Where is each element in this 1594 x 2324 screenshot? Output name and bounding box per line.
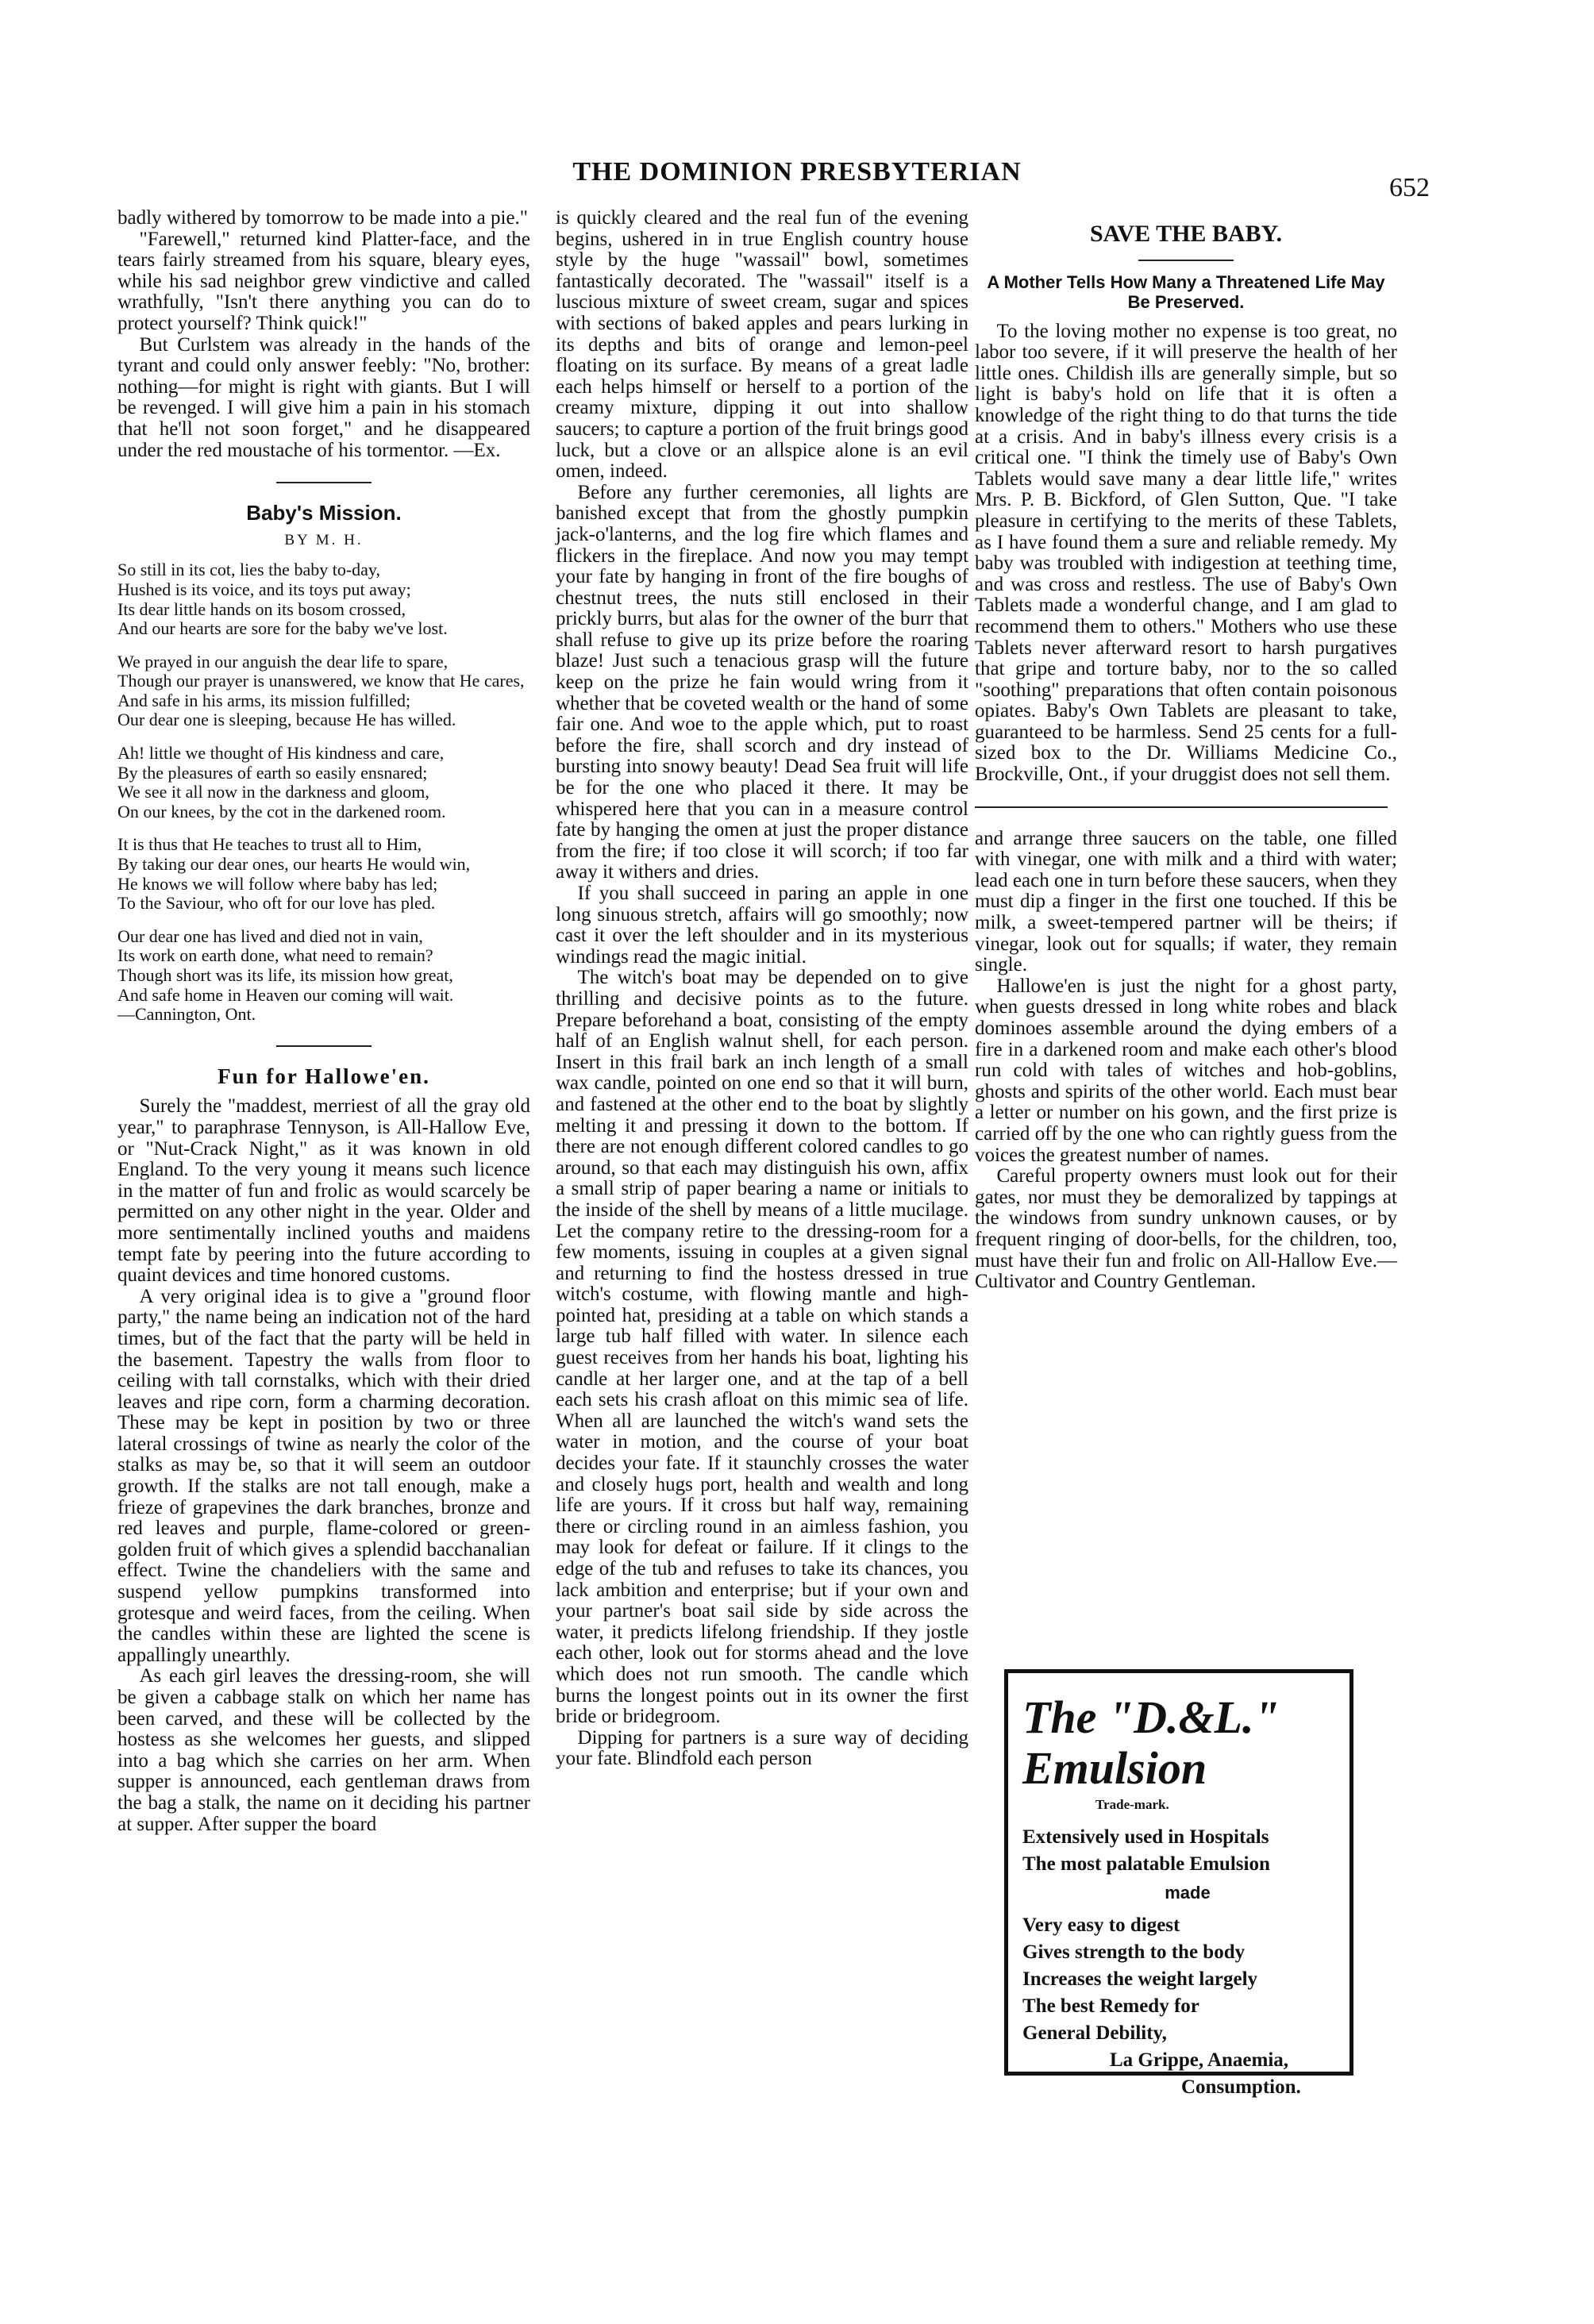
paragraph: As each girl leaves the dressing-room, she will be given a cabbage stalk on which her name has been carved, and these will be collected by the hostess as she welcomes her guests, and slipped into a bag which she carries on her arm. When supper is announced, each gentleman draws from the bag a stalk, the name on it deciding his partner at supper. After supper the board [117,1665,530,1835]
ad-line: Extensively used in Hospitals [1022,1826,1269,1848]
ad-trademark: Trade-mark. [1095,1797,1169,1812]
column-1 [117,208,530,1835]
divider [1138,260,1234,261]
paragraph: is quickly cleared and the real fun of the evening begins, ushered in in true English country house style by the huge "wassail" bowl, sometimes fantastically decorated. The "wassail" itself is a luscious mixture of sweet cream, sugar and spices with sections of baked apples and pears lurking in its depths and bits of orange and lemon-peel floating on its surface. By means of a great ladle each helps himself or herself to a portion of the creamy mixture, dipping it out into shallow saucers; to capture a portion of the fruit brings good luck, but a clove or an allspice alone is an evil omen, indeed. [556,207,968,483]
ad-line: General Debility, [1022,2022,1167,2044]
poem-line: We prayed in our anguish the dear life to spare, [117,651,449,671]
divider [276,1045,372,1047]
paragraph: Surely the "maddest, merriest of all the gray old year," to paraphrase Tennyson, is All-Hallow Eve, or "Nut-Crack Night," as it was known in old England. To the very young it means such licence in the matter of fun and frolic as would scarcely be permitted on any other night in the year. Older and more sentimentally inclined youths and maidens tempt fate by peering into the future according to quaint devices and time honored customs. [117,1095,530,1287]
divider [276,482,372,483]
paragraph: "Farewell," returned kind Platter-face, and the tears fairly streamed from his square, bleary eyes, while his sad neighbor grew vindictive and called wrathfully, "Isn't there anything you can do to protect yourself? Think quick!" [117,228,530,334]
paragraph: badly withered by tomorrow to be made into a pie." [117,207,529,229]
stanza [117,835,530,913]
poem-line: So still in its cot, lies the baby to-day, [117,560,380,580]
poem-title: Baby's Mission. [246,501,402,525]
ad-claims [1022,1824,1335,2101]
paragraph: Before any further ceremonies, all lights are banished except that from the ghostly pumpkin jack-o'lanterns, and the log fire which flames and flickers in the fireplace. And now you may tempt your fate by hanging in front of the fire boughs of chestnut trees, the nuts still enclosed in their prickly burrs, but alas for the owner of the burr that shall refuse to give up its prize before the roaring blaze! Just such a tenacious grasp will the future keep on the prize he fain would wring from it whether that be coveted wealth or the hand of some fair one. And woe to the apple which, put to roast before the fire, shall scorch and dry instead of bursting into snowy beauty! Dead Sea fruit will life be for the one who placed it there. It may be whispered here that you can in a measure control fate by hanging the omen at just the proper distance from the fire; if too close it will scorch; if too far away it withers and dries. [556,481,968,883]
column-2 [556,208,968,1770]
paragraph: Hallowe'en is just the night for a ghost party, when guests dressed in long white robes and black dominoes assemble around the dying embers of a fire in a darkened room and make each other's blood run cold with tales of witches and hob-goblins, ghosts and spirits of the other world. Each must bear a letter or number on his gown, and the first prize is carried off by the one who can rightly guess from the voices the greatest number of names. [975,975,1397,1166]
poem-line: Its work on earth done, what need to remain? [117,945,433,966]
poem-credit: —Cannington, Ont. [117,1004,256,1025]
poem-line: And safe home in Heaven our coming will wait. [117,984,454,1005]
divider [975,806,1388,808]
article-subtitle: A Mother Tells How Many a Threatened Life May Be Preserved. [987,271,1385,312]
paragraph: Dipping for partners is a sure way of deciding your fate. Blindfold each person [556,1726,968,1770]
poem-line: It is thus that He teaches to trust all to Him, [117,834,422,855]
ad-line: Consumption. [1181,2076,1301,2098]
poem-line: Its dear little hands on its bosom crossed, [117,598,406,619]
poem-line: Ah! little we thought of His kindness and care, [117,743,445,764]
ad-line: made [1165,1883,1211,1903]
paragraph: and arrange three saucers on the table, one filled with vinegar, one with milk and a third with water; lead each one in turn before these saucers, when they must dip a finger in the first one touched. If this be milk, a sweet-tempered partner will be theirs; if vinegar, look out for squalls; if water, they remain single. [975,827,1397,976]
column-3 [975,208,1397,1293]
poem [117,560,530,1024]
stanza [117,560,530,638]
ad-brand: The "D.&L." Emulsion [1022,1691,1280,1794]
poem-line: And safe in his arms, its mission fulfilled; [117,690,411,710]
article-title: Fun for Hallowe'en. [218,1064,430,1088]
paragraph: A very original idea is to give a "ground floor party," the name being an indication not of the hard times, but of the fact that the party will be held in the basement. Tapestry the walls from floor to ceiling with tall cornstalks, which with their dried leaves and ripe corn, form a charming decoration. These may be kept in position by two or three lateral crossings of twine as nearly the color of the stalks as may be, so that it will seem an outdoor growth. If the stalks are not tall enough, make a frieze of grapevines the dark branches, bronze and red leaves and purple, flame-colored or green-golden fruit of which gives a splendid bacchanalian effect. Twine the chandeliers with the same and suspend yellow pumpkins transformed into grotesque and weird faces, from the ceiling. When the candles within these are lighted the scene is appallingly unearthly. [117,1285,530,1666]
poem-line: And our hearts are sore for the baby we've lost. [117,618,448,639]
poem-line: Though our prayer is unanswered, we know that He cares, [117,671,525,691]
ad-line: The best Remedy for [1022,1995,1199,2017]
paragraph: Careful property owners must look out for their gates, nor must they be demoralized by tappings at the windows from sundry unknown causes, or by frequent ringing of door-bells, for the children, too, must have their fun and frolic on All-Hallow Eve.—Cultivator and Country Gentleman. [975,1165,1397,1293]
poem-line: Our dear one has lived and died not in vain, [117,925,423,946]
poem-line: Though short was its life, its mission how great, [117,965,453,985]
ad-line: Very easy to digest [1022,1914,1180,1936]
stanza [117,927,530,1025]
poem-line: He knows we will follow where baby has led; [117,873,438,894]
poem-line: On our knees, by the cot in the darkened room. [117,801,446,821]
masthead: THE DOMINION PRESBYTERIAN [572,157,1022,187]
paragraph: The witch's boat may be depended on to give thrilling and decisive points as to the future. Prepare beforehand a boat, consisting of the empty half of an English walnut shell, for each person. Insert in this frail bark an inch length of a small wax candle, pointed on one end so that it will burn, and fastened at the other end to the boat by slightly melting it and pressing it down to the bottom. If there are not enough different colored candles to go around, so that each may distinguish his own, affix a small strip of paper bearing a name or initials to the inside of the shell by means of a little mucilage. Let the company retire to the dressing-room for a few moments, issuing in couples at a given signal and returning to find the hostess dressed in true witch's costume, with flowing mantle and high-pointed hat, presiding at a table on which stands a large tub half filled with water. In silence each guest receives from her hands his boat, lighting his candle at her larger one, and at the tap of a bell each sets his crash afloat on this mimic sea of life. When all are launched the witch's wand sets the water in motion, and the course of your boat decides your fate. If it staunchly crosses the water and closely hugs port, health and wealth and long life are yours. If it cross but half way, remaining there or circling round in an aimless fashion, you may look for defeat or failure. If it clings to the edge of the tub and refuses to take its chances, you lack ambition and enterprise; but if your own and your partner's boat sail side by side across the water, it predicts lifelong friendship. If they jostle each other, look out for storms ahead and the love which does not run smooth. The candle which burns the longest points out in its owner the first bride or bridegroom. [556,967,968,1728]
paragraph: But Curlstem was already in the hands of the tyrant and could only answer feebly: "No, brother: nothing—for might is right with giants. But I will be revenged. I will give him a pain in his stomach that he'll not soon forget," and he disappeared under the red moustache of his tormentor. —Ex. [117,333,530,461]
poem-line: To the Saviour, who oft for our love has pled. [117,893,436,914]
page-number: 652 [1389,173,1430,202]
paragraph: To the loving mother no expense is too great, no labor too severe, if it will preserve the health of her little ones. Childish ills are generally simple, but so light is baby's hold on life that it is often a knowledge of the right thing to do that turns the tide at a crisis. And in baby's illness every crisis is a critical one. "I think the timely use of Baby's Own Tablets would save many a dear little life," writes Mrs. P. B. Bickford, of Glen Sutton, Que. "I take pleasure in certifying to the merits of these Tablets, as I have found them a sure and reliable remedy. My baby was troubled with indigestion at teething time, and was cross and restless. The use of Baby's Own Tablets made a wonderful change, and I am glad to recommend them to others." Mothers who use these Tablets never afterward resort to harsh purgatives that gripe and torture baby, nor to the so called "soothing" preparations that often contain poisonous opiates. Baby's Own Tablets are pleasant to take, guaranteed to be harmless. Send 25 cents for a full-sized box to the Dr. Williams Medicine Co., Brockville, Ont., if your druggist does not sell them. [975,320,1397,786]
ad-line: Increases the weight largely [1022,1968,1258,1990]
poem-line: By the pleasures of earth so easily ensnared; [117,762,428,783]
article-title: SAVE THE BABY. [1089,221,1283,247]
poem-line: Our dear one is sleeping, because He has willed. [117,710,456,730]
emulsion-advertisement [1004,1669,1353,2098]
stanza [117,652,530,730]
paragraph: If you shall succeed in paring an apple in one long sinuous stretch, affairs will go smoothly; now cast it over the left shoulder and in its mysterious windings read the magic initial. [556,883,968,968]
ad-line: The most palatable Emulsion [1022,1853,1270,1875]
stanza [117,744,530,821]
ad-line: Gives strength to the body [1022,1941,1246,1963]
poem-line: We see it all now in the darkness and gloom, [117,782,429,802]
poem-line: Hushed is its voice, and its toys put away; [117,579,411,599]
ad-line: La Grippe, Anaemia, [1110,2049,1289,2071]
poem-byline: BY M. H. [284,531,364,548]
poem-line: By taking our dear ones, our hearts He would win, [117,854,471,875]
